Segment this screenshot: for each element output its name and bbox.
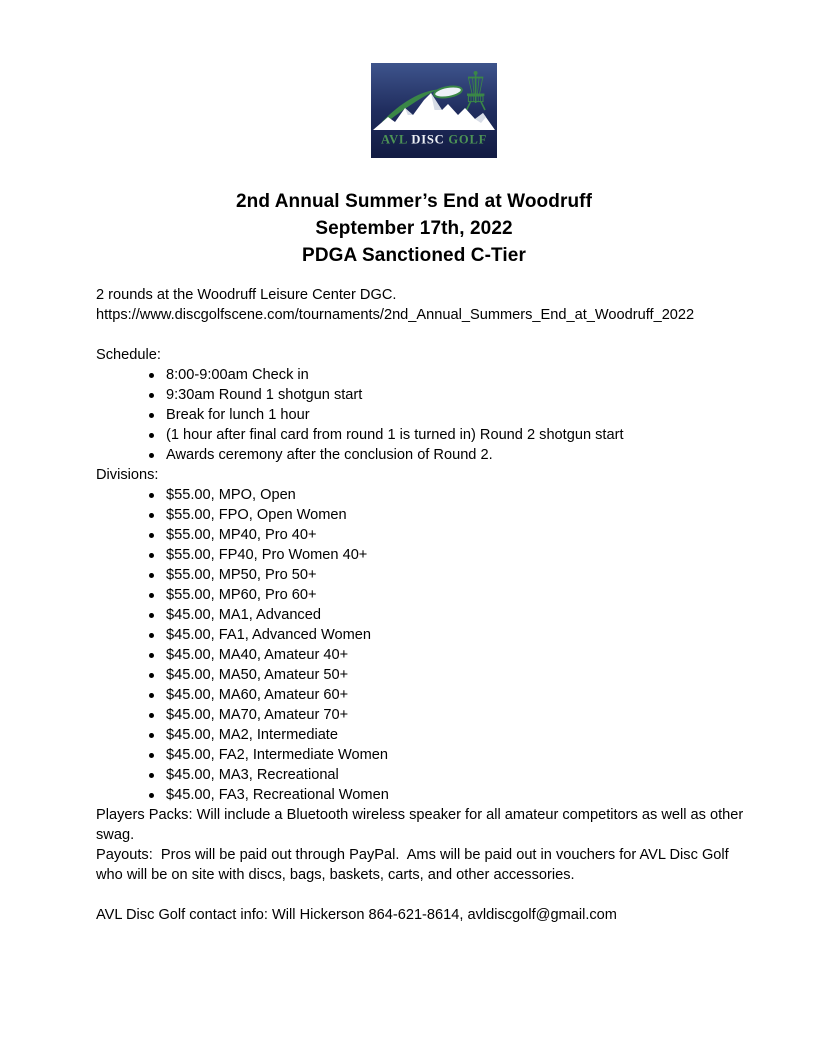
divisions-list — [96, 485, 757, 805]
division-item: $55.00, MP40, Pro 40+ — [166, 525, 757, 545]
division-item: $45.00, MA1, Advanced — [166, 605, 757, 625]
division-item: $45.00, MA50, Amateur 50+ — [166, 665, 757, 685]
division-item: $45.00, FA1, Advanced Women — [166, 625, 757, 645]
avl-disc-golf-logo — [371, 63, 497, 158]
schedule-item: 9:30am Round 1 shotgun start — [166, 385, 757, 405]
division-item: $55.00, MP60, Pro 60+ — [166, 585, 757, 605]
logo-word-disc: DISC — [411, 132, 445, 147]
division-item: $45.00, MA70, Amateur 70+ — [166, 705, 757, 725]
players-packs-text: Players Packs: Will include a Bluetooth wireless speaker for all amateur competitors as well as other swag. — [96, 807, 748, 843]
schedule-item: Break for lunch 1 hour — [166, 405, 757, 425]
logo-word-avl: AVL — [380, 132, 408, 147]
division-item: $45.00, FA2, Intermediate Women — [166, 745, 757, 765]
tournament-title: 2nd Annual Summer’s End at Woodruff — [235, 191, 593, 212]
schedule-item: 8:00-9:00am Check in — [166, 365, 757, 385]
tournament-tier: PDGA Sanctioned C-Tier — [302, 245, 526, 266]
intro-line: 2 rounds at the Woodruff Leisure Center DGC. — [96, 287, 397, 303]
divisions-heading: Divisions: — [96, 467, 159, 483]
division-item: $45.00, MA40, Amateur 40+ — [166, 645, 757, 665]
tournament-date: September 17th, 2022 — [315, 218, 513, 239]
blank-line — [96, 325, 757, 345]
division-item: $45.00, MA3, Recreational — [166, 765, 757, 785]
registration-url: https://www.discgolfscene.com/tournaments/2nd_Annual_Summers_End_at_Woodruff_2022 — [96, 307, 695, 323]
schedule-list — [96, 365, 757, 465]
title-block — [0, 188, 828, 269]
logo-wordmark — [381, 133, 487, 147]
blank-line — [96, 885, 757, 905]
division-item: $55.00, MPO, Open — [166, 485, 757, 505]
division-item: $55.00, FP40, Pro Women 40+ — [166, 545, 757, 565]
schedule-item: (1 hour after final card from round 1 is turned in) Round 2 shotgun start — [166, 425, 757, 445]
division-item: $55.00, MP50, Pro 50+ — [166, 565, 757, 585]
division-item: $45.00, FA3, Recreational Women — [166, 785, 757, 805]
schedule-heading: Schedule: — [96, 347, 161, 363]
division-item: $45.00, MA60, Amateur 60+ — [166, 685, 757, 705]
payouts-text: Payouts: Pros will be paid out through PayPal. Ams will be paid out in vouchers for AVL Disc Golf who will be on site with discs, bags, baskets, carts, and other accessories. — [96, 847, 733, 883]
contact-text: AVL Disc Golf contact info: Will Hickerson 864-621-8614, avldiscgolf@gmail.com — [96, 907, 617, 923]
document-body — [96, 285, 757, 925]
schedule-item: Awards ceremony after the conclusion of Round 2. — [166, 445, 757, 465]
division-item: $55.00, FPO, Open Women — [166, 505, 757, 525]
division-item: $45.00, MA2, Intermediate — [166, 725, 757, 745]
logo-word-golf: GOLF — [448, 132, 488, 147]
